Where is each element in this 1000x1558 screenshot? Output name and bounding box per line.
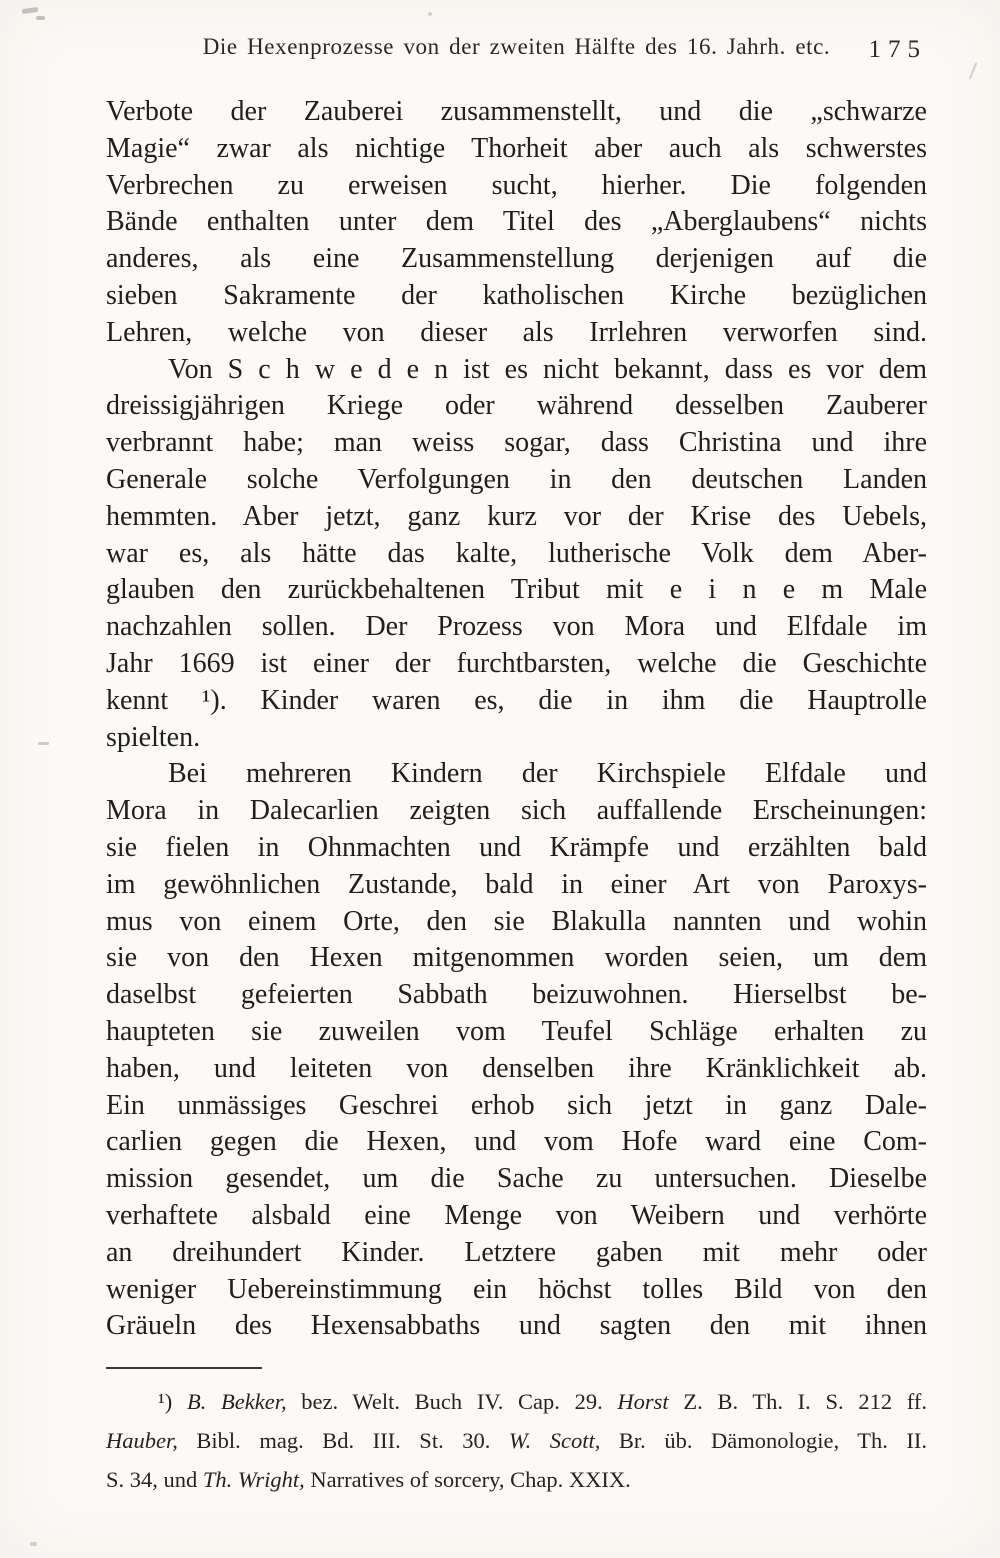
text-line: haupteten sie zuweilen vom Teufel Schläge erhalten zu — [106, 1015, 927, 1047]
text-line: Magie“ zwar als nichtige Thorheit aber auch als schwerstes — [106, 132, 927, 164]
page-number: 175 — [868, 36, 927, 63]
scan-artifact — [22, 7, 39, 14]
text-line: spielten. — [106, 721, 201, 753]
text-line: Bände enthalten unter dem Titel des „Aberglaubens“ nichts — [106, 206, 927, 238]
footnote-separator — [106, 1367, 262, 1369]
text-line: verhaftete alsbald eine Menge von Weibern und verhörte — [106, 1199, 927, 1231]
body-text — [106, 94, 927, 1345]
footnote-text: bez. Welt. Buch IV. Cap. 29. — [286, 1389, 618, 1415]
text-line: daselbst gefeierten Sabbath beizuwohnen. Hierselbst be- — [106, 979, 927, 1011]
text-line: Verbote der Zauberei zusammenstellt, und die „schwarze — [106, 96, 927, 127]
text-line: hemmten. Aber jetzt, ganz kurz vor der Krise des Uebels, — [106, 500, 927, 532]
text-line: sie von den Hexen mitgenommen worden seien, um dem — [106, 942, 927, 974]
text-line: dreissigjährigen Kriege oder während desselben Zauberer — [106, 390, 927, 422]
running-header-title: Die Hexenprozesse von der zweiten Hälfte des 16. Jahrh. etc. — [202, 34, 831, 59]
text-line: Generale solche Verfolgungen in den deutschen Landen — [106, 463, 927, 495]
footnote-text: Bibl. mag. Bd. III. St. 30. — [177, 1428, 509, 1454]
scan-artifact — [428, 12, 432, 16]
footnote-citation: Horst — [617, 1389, 669, 1415]
footnote-line — [106, 1382, 927, 1421]
text-line: Verbrechen zu erweisen sucht, hierher. Die folgenden — [106, 169, 927, 201]
text-line: Gräueln des Hexensabbaths und sagten den mit ihnen — [106, 1310, 927, 1342]
footnote-text: S. 34, und — [106, 1467, 203, 1493]
text-line: Ein unmässiges Geschrei erhob sich jetzt in ganz Dale- — [106, 1089, 927, 1121]
scan-artifact — [30, 1542, 37, 1546]
text-line: Von S c h w e d e n ist es nicht bekannt, dass es vor dem — [168, 353, 927, 385]
footnote — [106, 1382, 927, 1499]
running-header — [106, 34, 927, 66]
text-line: weniger Uebereinstimmung ein höchst tolles Bild von den — [106, 1273, 927, 1305]
text-line: verbrannt habe; man weiss sogar, dass Christina und ihre — [106, 427, 927, 459]
text-line: kennt ¹). Kinder waren es, die in ihm die Hauptrolle — [106, 684, 927, 716]
footnote-citation: Hauber, — [106, 1428, 178, 1454]
footnote-text: Z. B. Th. I. S. 212 ff. — [668, 1389, 927, 1415]
text-line: Bei mehreren Kindern der Kirchspiele Elfdale und — [168, 758, 927, 790]
footnote-citation: Th. Wright, — [202, 1467, 305, 1493]
text-line: nachzahlen sollen. Der Prozess von Mora und Elfdale im — [106, 611, 927, 643]
footnote-text: Narratives of sorcery, Chap. XXIX. — [304, 1467, 631, 1493]
footnote-citation: W. Scott, — [508, 1428, 601, 1454]
footnote-line — [106, 1421, 927, 1460]
text-line: Mora in Dalecarlien zeigten sich auffallende Erscheinungen: — [106, 795, 927, 827]
text-line: mission gesendet, um die Sache zu untersuchen. Dieselbe — [106, 1163, 927, 1195]
paragraph — [106, 756, 927, 1345]
text-line: carlien gegen die Hexen, und vom Hofe ward eine Com- — [106, 1126, 927, 1158]
paragraph — [106, 352, 927, 757]
footnote-citation: B. Bekker, — [186, 1389, 287, 1415]
footnote-text: ¹) — [158, 1389, 187, 1415]
footnote-text: Br. üb. Dämonologie, Th. II. — [600, 1428, 928, 1454]
text-line: mus von einem Orte, den sie Blakulla nannten und wohin — [106, 905, 927, 937]
scan-artifact — [38, 742, 49, 745]
text-line: sie fielen in Ohnmachten und Krämpfe und erzählten bald — [106, 831, 927, 863]
paragraph — [106, 94, 927, 352]
text-line: Lehren, welche von dieser als Irrlehren verworfen sind. — [106, 316, 927, 348]
text-line: im gewöhnlichen Zustande, bald in einer Art von Paroxys- — [106, 868, 927, 900]
text-line: an dreihundert Kinder. Letztere gaben mit mehr oder — [106, 1236, 927, 1268]
text-line: sieben Sakramente der katholischen Kirche bezüglichen — [106, 279, 927, 311]
text-line: glauben den zurückbehaltenen Tribut mit e i n e m Male — [106, 574, 927, 606]
text-line: war es, als hätte das kalte, lutherische Volk dem Aber- — [106, 537, 927, 569]
scan-artifact — [36, 16, 45, 20]
text-line: Jahr 1669 ist einer der furchtbarsten, welche die Geschichte — [106, 647, 927, 679]
text-line: haben, und leiteten von denselben ihre Kränklichkeit ab. — [106, 1052, 927, 1084]
text-line: anderes, als eine Zusammenstellung derjenigen auf die — [106, 243, 927, 275]
scan-artifact — [969, 62, 978, 79]
footnote-line — [106, 1460, 927, 1499]
